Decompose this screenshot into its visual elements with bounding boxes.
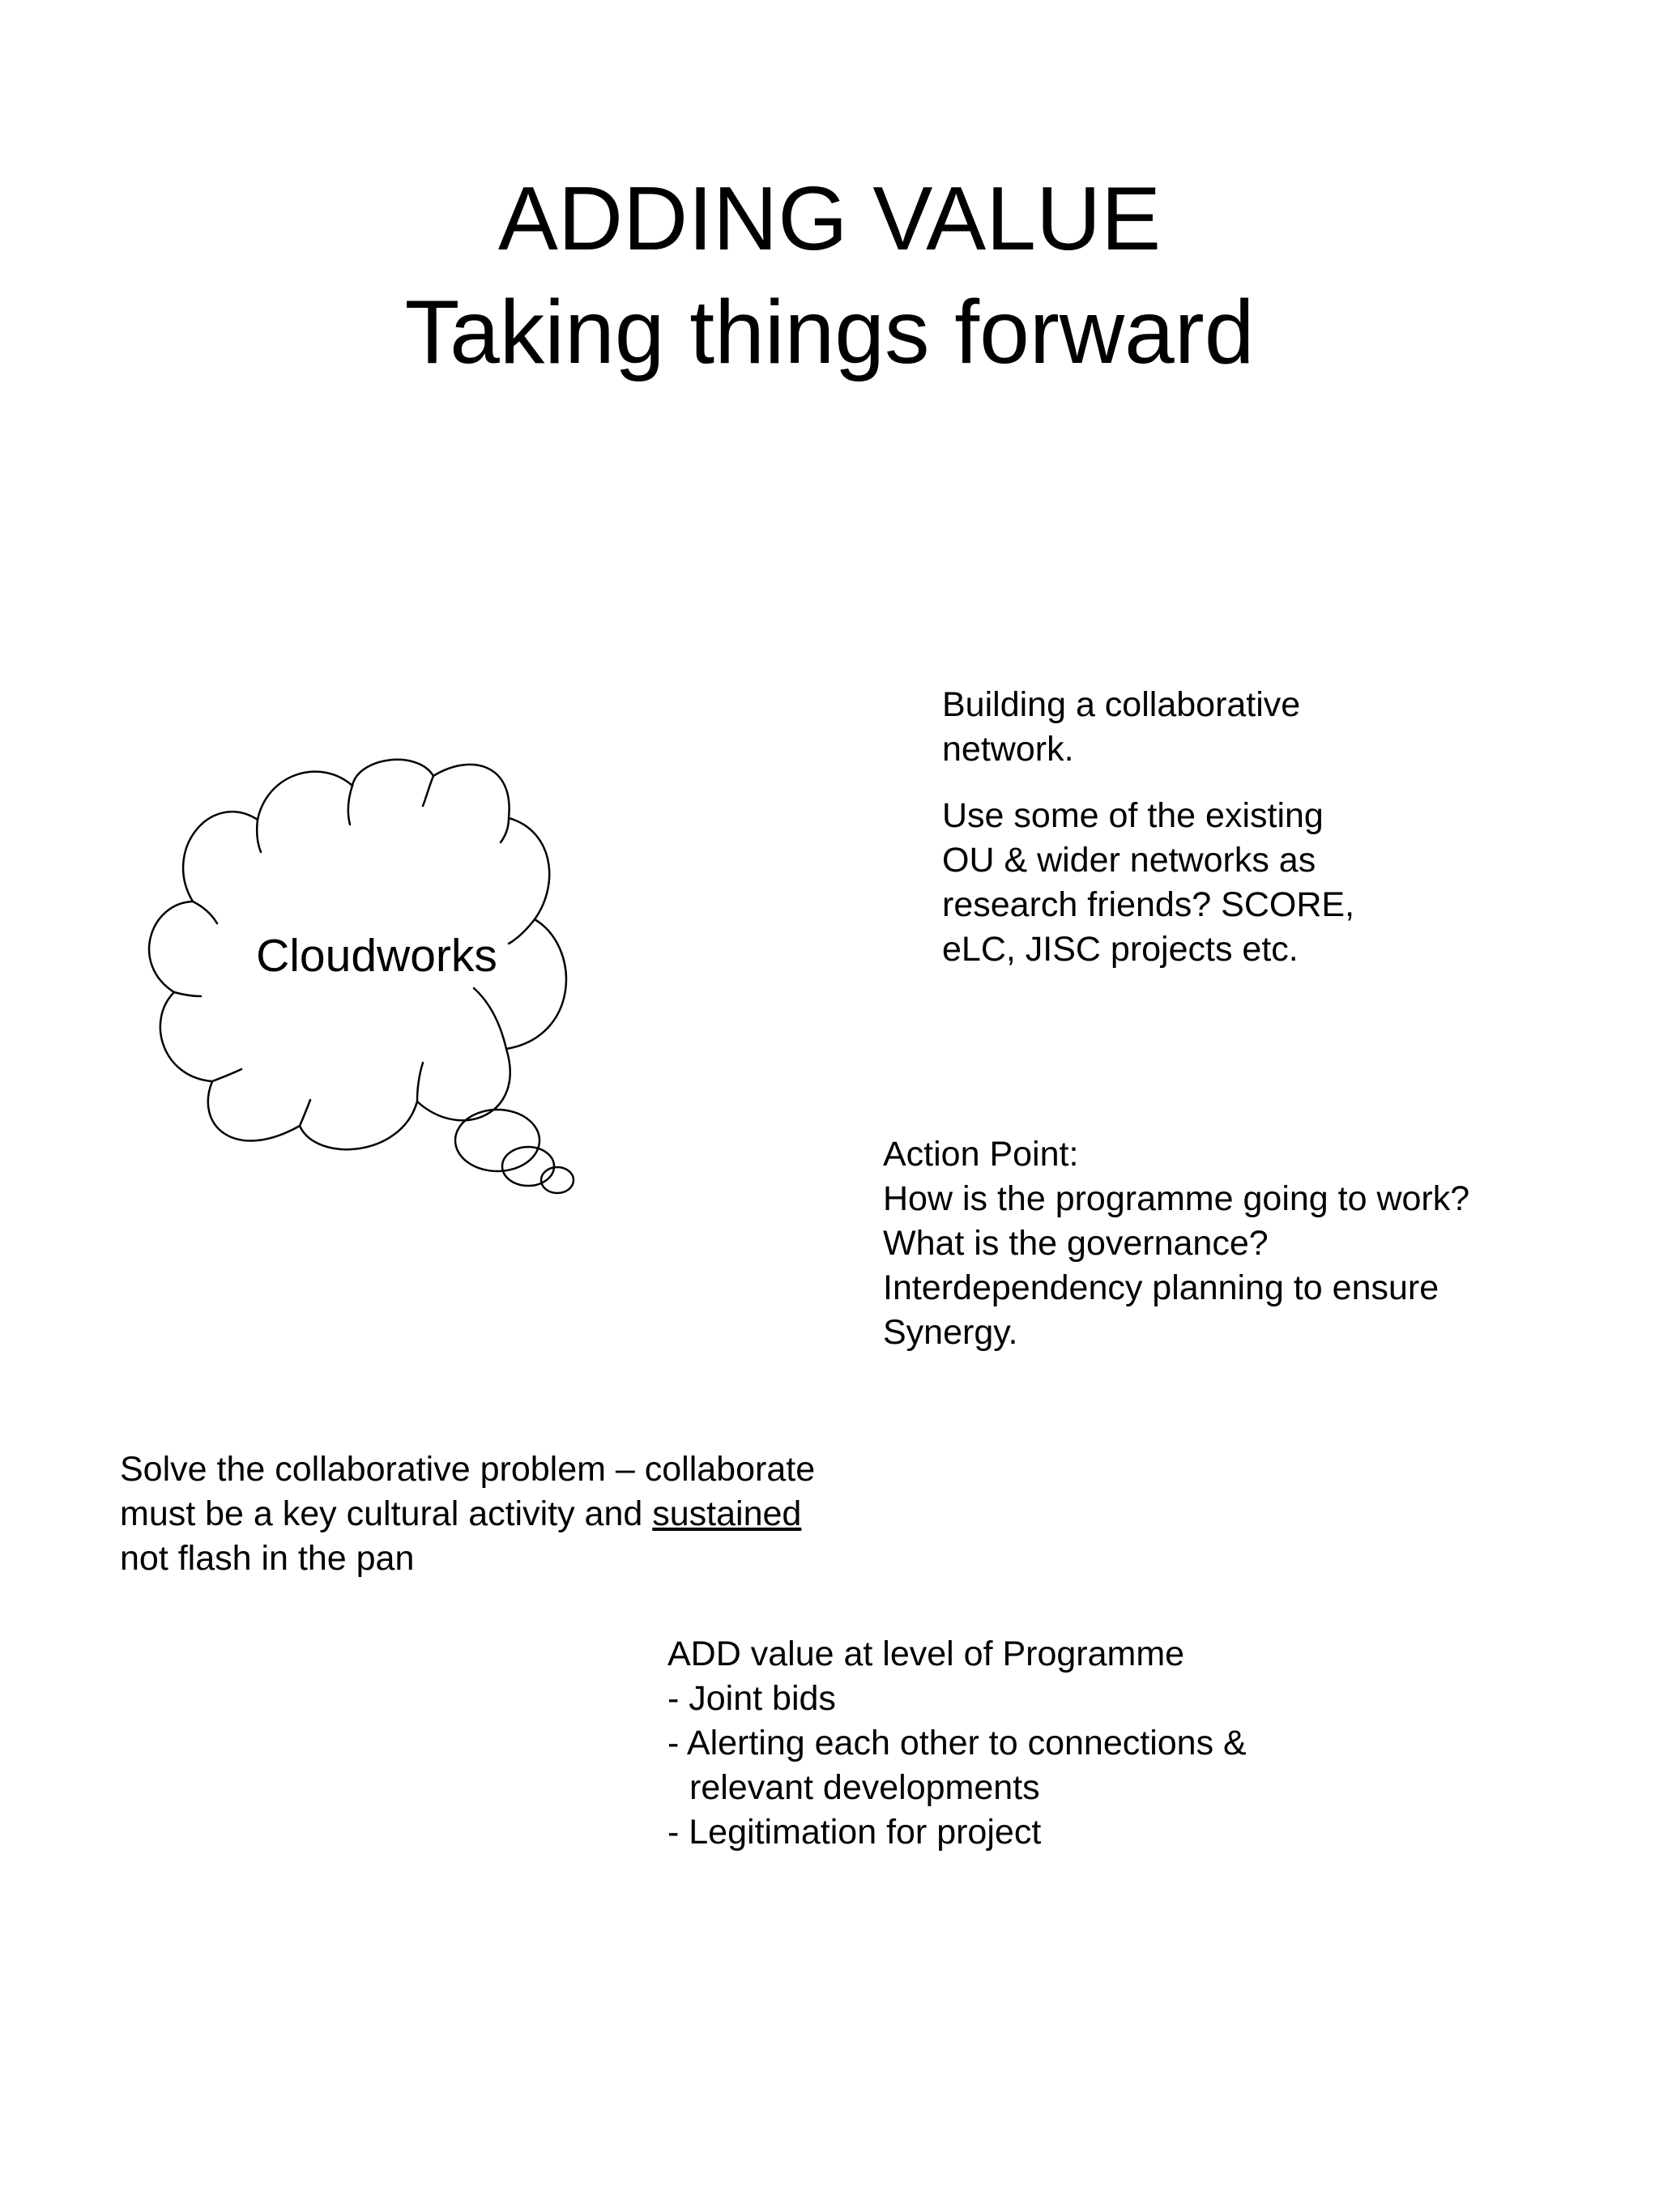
- add-value-note: [667, 1632, 1247, 1855]
- cloud-label: Cloudworks: [256, 930, 497, 982]
- underlined-word: sustained: [652, 1494, 802, 1533]
- thought-bubble-medium: [502, 1147, 554, 1186]
- action-point-line: Synergy.: [883, 1313, 1018, 1352]
- note-line: Building a collaborative: [942, 685, 1301, 724]
- page-title: [0, 162, 1659, 389]
- network-note-paragraph-2: [942, 794, 1354, 972]
- action-point-heading: Action Point:: [883, 1135, 1079, 1174]
- add-value-item: - Joint bids: [667, 1679, 836, 1718]
- network-note-paragraph-1: [942, 683, 1354, 772]
- collab-line: Solve the collaborative problem – collaborate: [120, 1450, 816, 1489]
- add-value-item: - Alerting each other to connections &: [667, 1724, 1247, 1762]
- thought-bubble-large: [455, 1110, 539, 1171]
- note-line: network.: [942, 730, 1074, 769]
- action-point-line: What is the governance?: [883, 1224, 1269, 1263]
- add-value-item: - Legitimation for project: [667, 1813, 1042, 1852]
- collab-line: [120, 1492, 815, 1536]
- action-point-note: [883, 1132, 1469, 1355]
- note-line: eLC, JISC projects etc.: [942, 930, 1299, 969]
- action-point-line: Interdependency planning to ensure: [883, 1268, 1439, 1307]
- collaboration-note: [120, 1447, 815, 1581]
- add-value-heading: ADD value at level of Programme: [667, 1634, 1185, 1673]
- action-point-line: How is the programme going to work?: [883, 1179, 1470, 1218]
- collab-line-text: must be a key cultural activity and: [120, 1494, 653, 1533]
- add-value-item-continued: relevant developments: [689, 1768, 1040, 1807]
- network-note: [942, 683, 1354, 972]
- title-line-2: Taking things forward: [404, 282, 1255, 382]
- note-line: research friends? SCORE,: [942, 885, 1355, 924]
- note-line: Use some of the existing: [942, 796, 1324, 835]
- collab-line: not flash in the pan: [120, 1539, 415, 1578]
- note-line: OU & wider networks as: [942, 841, 1316, 880]
- title-line-1: ADDING VALUE: [497, 168, 1162, 269]
